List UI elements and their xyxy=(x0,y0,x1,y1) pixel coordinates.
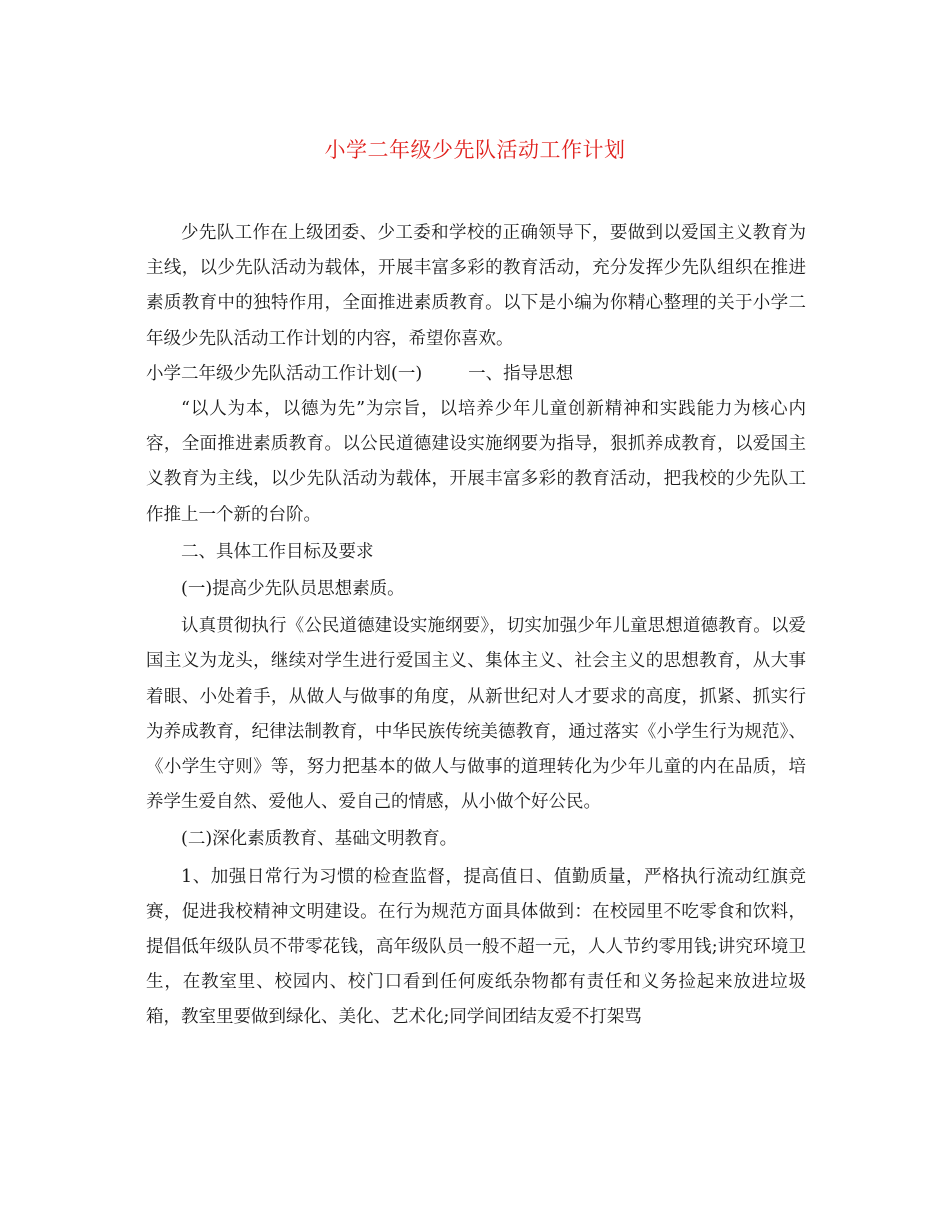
plan-heading-row xyxy=(146,357,806,392)
item1-paragraph: 1、加强日常行为习惯的检查监督，提高值日、值勤质量，严格执行流动红旗竞赛，促进我校精神文明建设。在行为规范方面具体做到：在校园里不吃零食和饮料，提倡低年级队员不带零花钱，高年级队员一般不超一元，人人节约零用钱;讲究环境卫生，在教室里、校园内、校门口看到任何废纸杂物都有责任和义务捡起来放进垃圾箱，教室里要做到绿化、美化、艺术化;同学间团结友爱不打架骂 xyxy=(146,866,806,1028)
sub2-heading: (二)深化素质教育、基础文明教育。 xyxy=(181,829,458,850)
section1-paragraph: “以人为本，以德为先”为宗旨，以培养少年儿童创新精神和实践能力为核心内容，全面推进素质教育。以公民道德建设实施纲要为指导，狠抓养成教育，以爱国主义教育为主线，以少先队活动为载体，开展丰富多彩的教育活动，把我校的少先队工作推上一个新的台阶。 xyxy=(146,399,806,525)
document-title: 小学二年级少先队活动工作计划 xyxy=(324,138,626,162)
section2-heading: 二、具体工作目标及要求 xyxy=(181,541,374,562)
document-body xyxy=(146,216,806,1036)
intro-paragraph: 少先队工作在上级团委、少工委和学校的正确领导下，要做到以爱国主义教育为主线，以少先队活动为载体，开展丰富多彩的教育活动，充分发挥少先队组织在推进素质教育中的独特作用，全面推进素质教育。以下是小编为你精心整理的关于小学二年级少先队活动工作计划的内容，希望你喜欢。 xyxy=(146,223,806,349)
plan-heading: 小学二年级少先队活动工作计划(一) xyxy=(146,363,423,384)
sub1-paragraph: 认真贯彻执行《公民道德建设实施纲要》，切实加强少年儿童思想道德教育。以爱国主义为龙头，继续对学生进行爱国主义、集体主义、社会主义的思想教育，从大事着眼、小处着手，从做人与做事的角度，从新世纪对人才要求的高度，抓紧、抓实行为养成教育，纪律法制教育，中华民族传统美德教育，通过落实《小学生行为规范》、《小学生守则》等，努力把基本的做人与做事的道理转化为少年儿童的内在品质，培养学生爱自然、爱他人、爱自己的情感，从小做个好公民。 xyxy=(146,616,806,813)
sub1-heading: (一)提高少先队员思想素质。 xyxy=(181,579,405,600)
section1-heading: 一、指导思想 xyxy=(468,363,574,384)
